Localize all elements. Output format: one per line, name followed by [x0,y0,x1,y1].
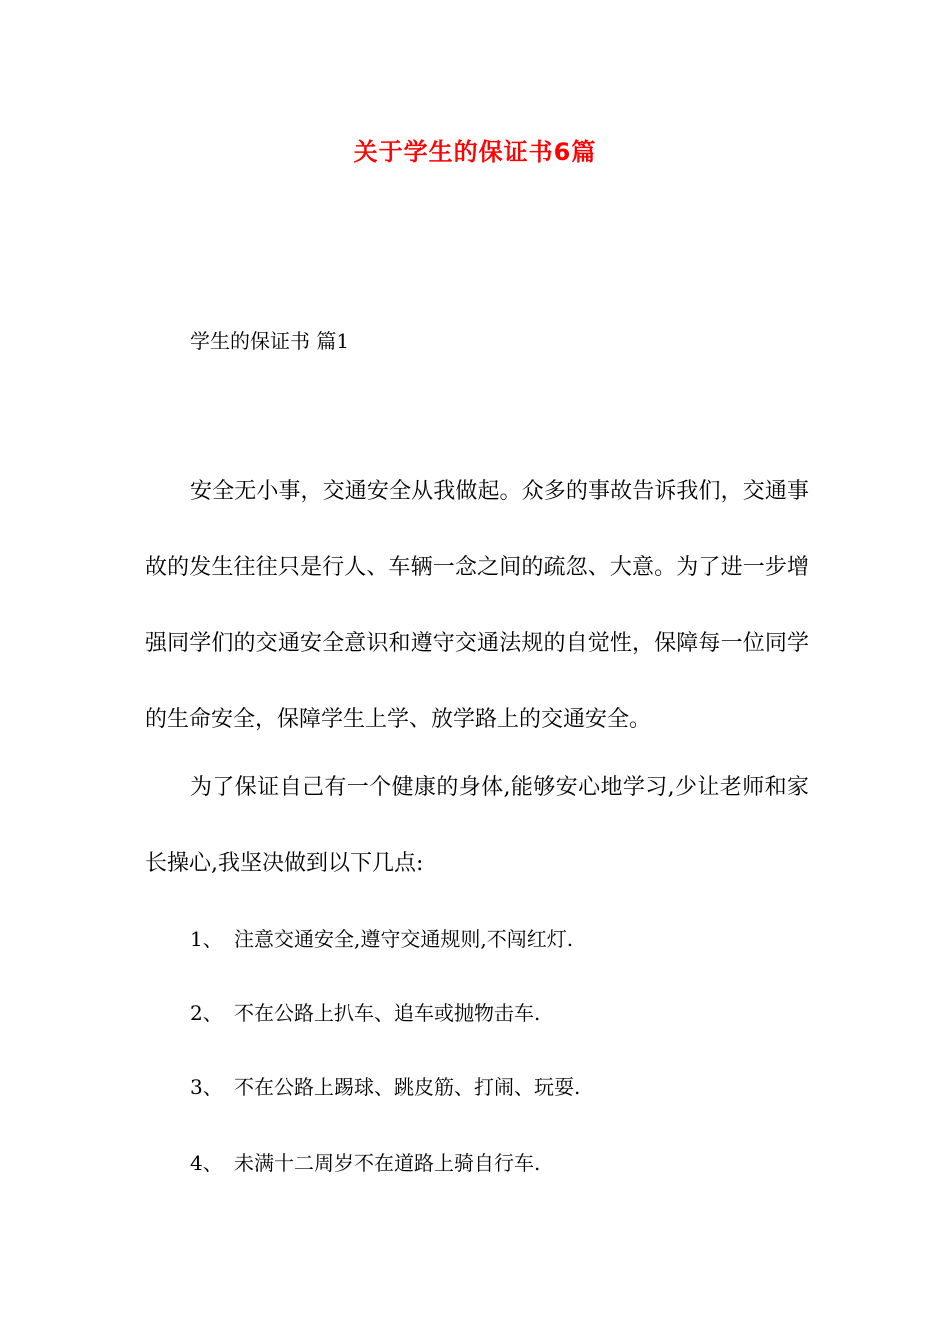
list-item-number: 4、 [190,1151,223,1175]
list-item-text: 注意交通安全,遵守交通规则,不闯红灯. [234,927,574,951]
list-item-number: 3、 [190,1075,223,1099]
list-item-text: 不在公路上扒车、追车或抛物击车. [234,1001,541,1025]
list-item [190,999,540,1027]
list-item [190,1073,580,1101]
body-paragraph: 安全无小事，交通安全从我做起。众多的事故告诉我们，交通事故的发生往往只是行人、车辆一念之间的疏忽、大意。为了进一步增强同学们的交通安全意识和遵守交通法规的自觉性，保障每一位同学的生命安全，保障学生上学、放学路上的交通安全。 [145,479,809,732]
list-item [190,925,573,953]
body-paragraph: 为了保证自己有一个健康的身体,能够安心地学习,少让老师和家长操心,我坚决做到以下几点: [145,775,809,876]
list-item-number: 1、 [190,927,223,951]
document-title: 关于学生的保证书6篇 [353,138,597,166]
list-item-text: 未满十二周岁不在道路上骑自行车. [234,1151,541,1175]
section-heading: 学生的保证书 篇1 [190,329,350,353]
list-item-text: 不在公路上踢球、跳皮筋、打闹、玩耍. [234,1075,581,1099]
list-item [190,1149,540,1177]
list-item-number: 2、 [190,1001,223,1025]
